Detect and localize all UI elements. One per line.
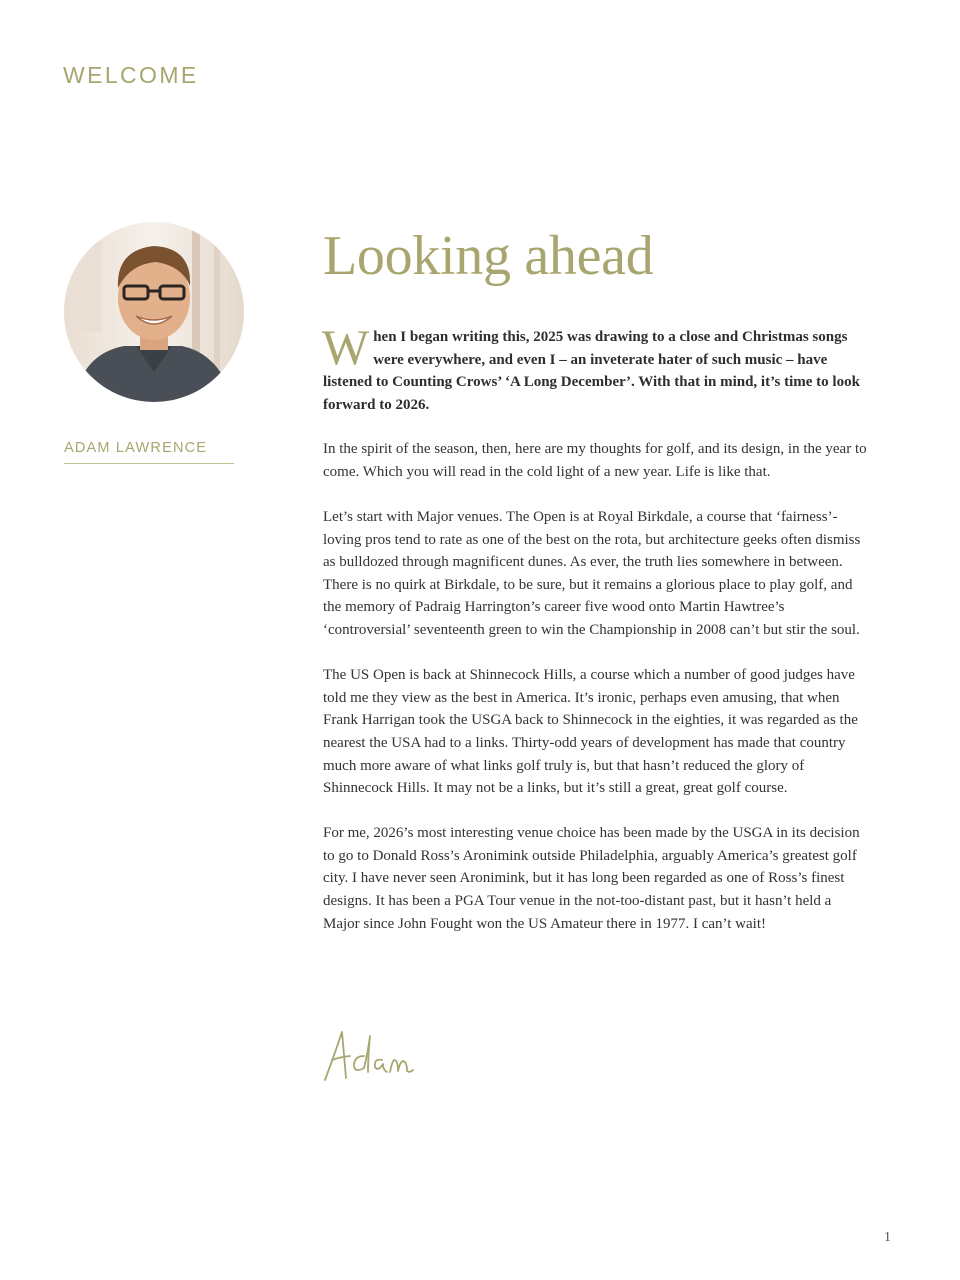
article-title: Looking ahead xyxy=(323,225,654,287)
signature-icon xyxy=(320,1026,420,1086)
body-paragraph-3: The US Open is back at Shinnecock Hills, a course which a number of good judges have told me they view as the best in America. It’s ironic, perhaps even amusing, that when Frank Harrigan took the USGA back to Shinnecock in the eighties, it was regarded as the nearest the USA had to a links. Thirty-odd years of development has made that country much more aware of what links golf truly is, but that hasn’t reduced the glory of Shinnecock Hills. It may not be a links, but it’s still a great, great golf course. xyxy=(323,667,858,797)
author-portrait-icon xyxy=(64,222,244,402)
article-lead xyxy=(322,319,871,416)
drop-cap: W xyxy=(322,319,370,375)
lead-text: hen I began writing this, 2025 was drawing to a close and Christmas songs were everywhere, and even I – an inveterate hater of such music – have listened to Counting Crows’ ‘A Long December’. With that in mind, it’s time to look forward to 2026. xyxy=(323,329,860,413)
body-paragraph-4: For me, 2026’s most interesting venue choice has been made by the USGA in its decision to go to Donald Ross’s Aronimink outside Philadelphia, arguably America’s greatest golf city. I have never seen Aronimink, but it has long been regarded as one of Ross’s finest designs. It has been a PGA Tour venue in the not-too-distant past, but it hasn’t held a Major since John Fought won the US Amateur there in 1977. I can’t wait! xyxy=(323,825,860,932)
signature xyxy=(320,1026,420,1091)
section-label: WELCOME xyxy=(63,62,199,88)
author-name: ADAM LAWRENCE xyxy=(64,440,234,464)
body-paragraph-2: Let’s start with Major venues. The Open is at Royal Birkdale, a course that ‘fairness’-loving pros tend to rate as one of the best on the rota, but architecture geeks often dismiss as bulldozed through magnificent dunes. As ever, the truth lies somewhere in between. There is no quirk at Birkdale, to be sure, but it remains a glorious place to play golf, and the memory of Padraig Harrington’s career five wood onto Martin Hawtree’s ‘controversial’ seventeenth green to win the Championship in 2008 can’t but stir the soul. xyxy=(323,509,861,639)
body-paragraph-1: In the spirit of the season, then, here are my thoughts for golf, and its design, in the year to come. Which you will read in the cold light of a new year. Life is like that. xyxy=(323,441,867,480)
author-photo xyxy=(64,222,244,402)
page-number: 1 xyxy=(884,1230,891,1245)
article xyxy=(323,220,871,958)
